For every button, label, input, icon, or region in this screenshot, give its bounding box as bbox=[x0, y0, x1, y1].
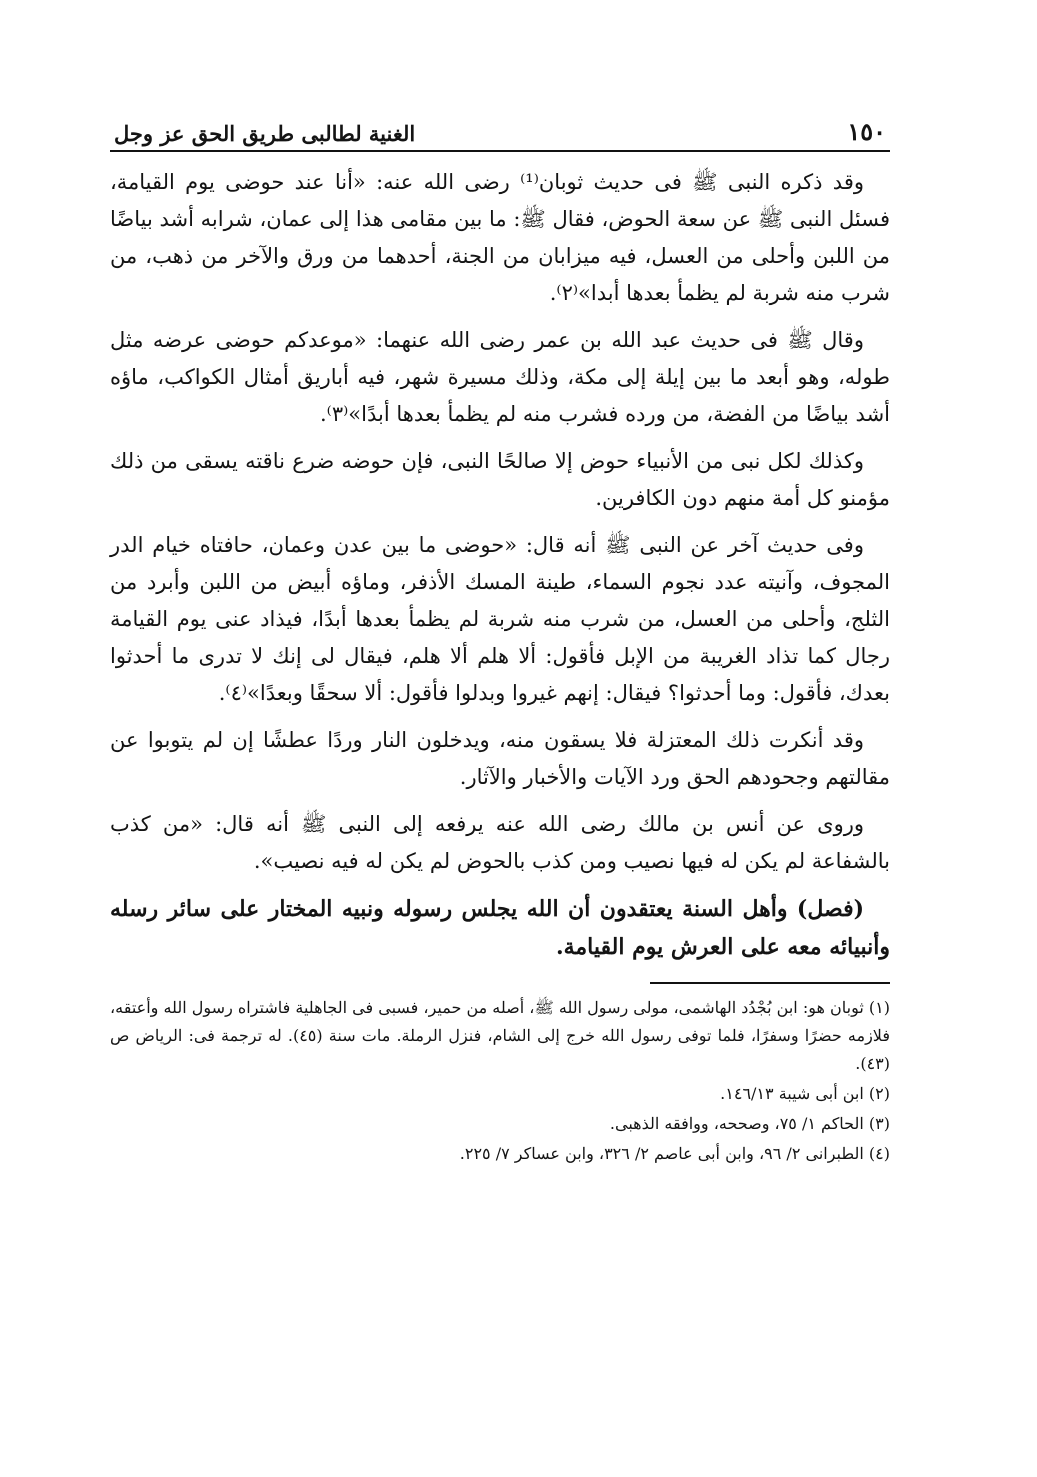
running-title: الغنية لطالبى طريق الحق عز وجل bbox=[114, 121, 416, 146]
footnote: (٣) الحاكم ١/ ٧٥، وصححه، ووافقه الذهبى. bbox=[609, 1114, 890, 1133]
footnote: (٤) الطبرانى ٢/ ٩٦، وابن أبى عاصم ٢/ ٣٢٦، وابن عساكر ٧/ ٢٢٥. bbox=[459, 1144, 890, 1163]
paragraph: وقال ﷺ فى حديث عبد الله بن عمر رضى الله عنهما: «موعدكم حوضى عرضه مثل طوله، وهو أبعد ما بين إيلة إلى مكة، وذلك مسيرة شهر، فيه أباريق أمثال الكواكب، ماؤه أشد بياضًا من الفضة، من ورده فشرب منه لم يظمأ بعدها أبدًا»⁽٣⁾. bbox=[110, 328, 890, 426]
body-text bbox=[110, 164, 890, 966]
section-heading: (فصل) وأهل السنة يعتقدون أن الله يجلس رسوله ونبيه المختار على سائر رسله وأنبيائه معه على العرش يوم القيامة. bbox=[110, 896, 890, 960]
page-header bbox=[110, 102, 890, 146]
footnote: (١) ثوبان هو: ابن بُجْدُد الهاشمى، مولى رسول الله ﷺ، أصله من حمير، فسبى فى الجاهلية فاشتراه رسول الله وأعتقه، فلازمه حضرًا وسفرًا، فلما توفى رسول الله خرج إلى الشام، فنزل الرملة. مات سنة (٤٥). له ترجمة فى: الرياض ص (٤٣). bbox=[110, 998, 891, 1073]
book-page bbox=[110, 102, 890, 1170]
paragraph: وروى عن أنس بن مالك رضى الله عنه يرفعه إلى النبى ﷺ أنه قال: «من كذب بالشفاعة لم يكن له فيها نصيب ومن كذب بالحوض لم يكن له فيه نصيب». bbox=[110, 812, 890, 873]
paragraph: وكذلك لكل نبى من الأنبياء حوض إلا صالحًا النبى، فإن حوضه ضرع ناقته يسقى من ذلك مؤمنو كل أمة منهم دون الكافرين. bbox=[110, 449, 890, 510]
paragraph: وقد أنكرت ذلك المعتزلة فلا يسقون منه، ويدخلون النار وردًا عطشًا إن لم يتوبوا عن مقالتهم وجحودهم الحق ورد الآيات والأخبار والآثار. bbox=[110, 728, 890, 789]
paragraph: وقد ذكره النبى ﷺ فى حديث ثوبان⁽¹⁾ رضى الله عنه: «أنا عند حوضى يوم القيامة، فسئل النبى ﷺ عن سعة الحوض، فقال ﷺ: ما بين مقامى هذا إلى عمان، شرابه أشد بياضًا من اللبن وأحلى من العسل، فيه ميزابان من الجنة، أحدهما من ورق والآخر من ذهب، من شرب منه شربة لم يظمأ بعدها أبدا»⁽٢⁾. bbox=[110, 170, 890, 305]
paragraph: وفى حديث آخر عن النبى ﷺ أنه قال: «حوضى ما بين عدن وعمان، حافتاه خيام الدر المجوف، وآنيته عدد نجوم السماء، طينة المسك الأذفر، وماؤه أبيض من اللبن وأبرد من الثلج، وأحلى من العسل، من شرب منه شربة لم يظمأ بعدها أبدًا، فيذاد عنى يوم القيامة رجال كما تذاد الغريبة من الإبل فأقول: ألا هلم ألا هلم، فيقال لى إنك لا تدرى ما أحدثوا بعدك، فأقول: وما أحدثوا؟ فيقال: إنهم غيروا وبدلوا فأقول: ألا سحقًا وبعدًا»⁽٤⁾. bbox=[110, 533, 890, 705]
page-number: ١٥٠ bbox=[847, 117, 886, 146]
footnote-rule bbox=[650, 982, 890, 984]
footnotes bbox=[110, 994, 890, 1168]
header-rule bbox=[110, 150, 890, 152]
footnote: (٢) ابن أبى شيبة ١٤٦/١٣. bbox=[720, 1084, 890, 1103]
